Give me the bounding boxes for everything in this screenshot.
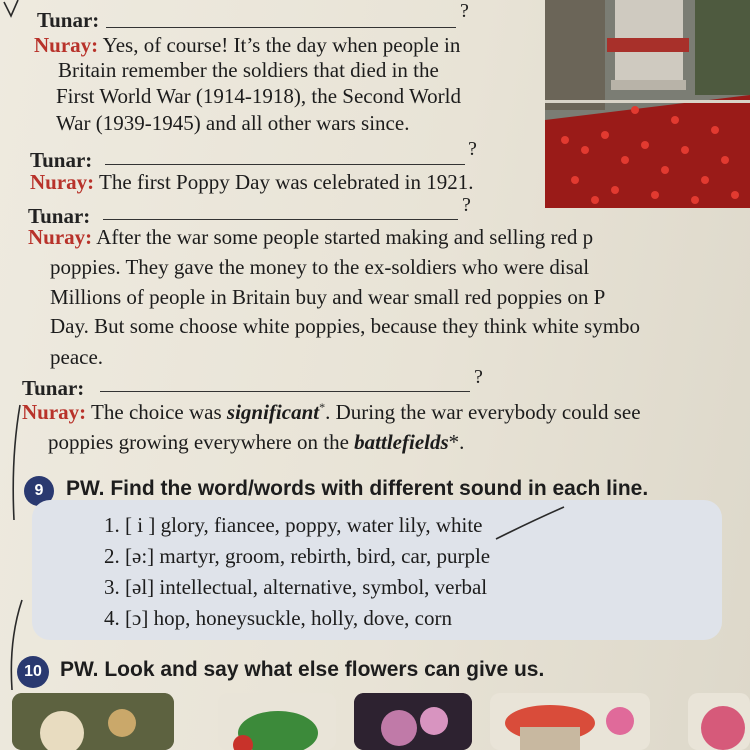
nuray-line-12: poppies growing everywhere on the battlefields*. bbox=[48, 430, 465, 454]
flower-image-5 bbox=[688, 693, 750, 750]
tunar-label-3: Tunar: bbox=[28, 204, 91, 228]
exercise-9-item-4: 4. [ɔ] hop, honeysuckle, holly, dove, corn bbox=[104, 606, 452, 630]
tunar-label-1: Tunar: bbox=[37, 8, 100, 32]
exercise-9-item-3: 3. [əl] intellectual, alternative, symbol, verbal bbox=[104, 575, 488, 599]
question-mark-3: ? bbox=[462, 194, 471, 216]
nuray-line-9: Day. But some choose white poppies, because they think white symbo bbox=[50, 314, 641, 338]
nuray-line-1: Nuray: Yes, of course! It’s the day when people in bbox=[34, 33, 461, 57]
exercise-10-badge: 10 bbox=[17, 656, 49, 688]
question-mark-4: ? bbox=[474, 366, 483, 388]
exercise-10-title: PW. Look and say what else flowers can give us. bbox=[60, 658, 545, 681]
answer-blank-3[interactable] bbox=[103, 219, 458, 220]
flower-image-2 bbox=[218, 693, 336, 750]
exercise-9-item-2: 2. [ə:] martyr, groom, rebirth, bird, car, purple bbox=[104, 544, 491, 568]
tunar-label-4: Tunar: bbox=[22, 376, 85, 400]
exercise-9-badge: 9 bbox=[24, 476, 54, 506]
exercise-9-item-1: 1. [ i ] glory, fiancee, poppy, water lily, white bbox=[104, 513, 483, 537]
exercise-9-title: PW. Find the word/words with different sound in each line. bbox=[66, 477, 649, 500]
nuray-line-11: Nuray: The choice was significant*. During the war everybody could see bbox=[22, 400, 641, 424]
flower-image-1 bbox=[12, 693, 174, 750]
nuray-line-5: Nuray: The first Poppy Day was celebrated in 1921. bbox=[30, 170, 474, 194]
nuray-line-7: poppies. They gave the money to the ex-soldiers who were disal bbox=[50, 255, 590, 279]
answer-blank-4[interactable] bbox=[100, 391, 470, 392]
flower-image-4 bbox=[490, 693, 650, 750]
question-mark-2: ? bbox=[468, 138, 477, 160]
pencil-mark-top bbox=[2, 0, 22, 20]
nuray-line-3: First World War (1914-1918), the Second World bbox=[56, 84, 461, 108]
tunar-label-2: Tunar: bbox=[30, 148, 93, 172]
cenotaph-poppies-photo bbox=[545, 0, 750, 208]
nuray-line-6: Nuray: After the war some people started making and selling red p bbox=[28, 225, 594, 249]
question-mark-1: ? bbox=[460, 0, 469, 22]
pencil-check-mark bbox=[492, 505, 572, 545]
nuray-line-8: Millions of people in Britain buy and wear small red poppies on P bbox=[50, 285, 606, 309]
pencil-mark-margin bbox=[0, 400, 30, 700]
answer-blank-1[interactable] bbox=[106, 27, 456, 28]
nuray-line-10: peace. bbox=[50, 345, 104, 369]
answer-blank-2[interactable] bbox=[105, 164, 465, 165]
nuray-line-2: Britain remember the soldiers that died in the bbox=[58, 58, 439, 82]
flower-image-3 bbox=[354, 693, 472, 750]
nuray-line-4: War (1939-1945) and all other wars since. bbox=[56, 111, 410, 135]
